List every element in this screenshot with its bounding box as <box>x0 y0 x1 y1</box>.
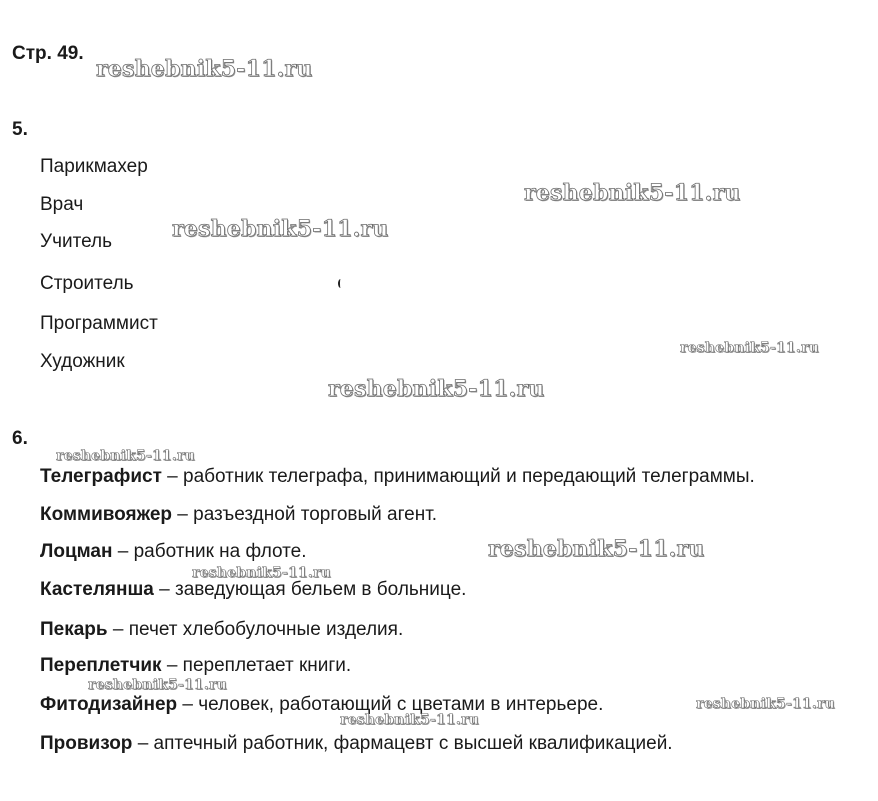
definition-row <box>40 466 755 488</box>
profession-item: Программист <box>40 313 158 334</box>
profession-item: Врач <box>40 194 84 215</box>
profession-item: Строитель <box>40 273 134 294</box>
task-5-number: 5. <box>12 119 28 140</box>
definition-row <box>40 619 403 641</box>
definition-term: Лоцман <box>40 541 113 562</box>
definition-row <box>40 733 673 755</box>
definition-row <box>40 655 351 677</box>
definition-row <box>40 541 307 563</box>
task-6-number: 6. <box>12 428 28 449</box>
definition-term: Пекарь <box>40 619 108 640</box>
definition-term: Провизор <box>40 733 133 754</box>
page-label: Стр. 49. <box>12 43 84 64</box>
definition-text: – печет хлебобулочные изделия. <box>107 619 404 640</box>
watermark: reshebnik5-11.ru <box>88 677 227 693</box>
definition-term: Кастелянша <box>40 579 154 600</box>
watermark: reshebnik5-11.ru <box>172 216 389 242</box>
definition-term: Переплетчик <box>40 655 162 676</box>
watermark: reshebnik5-11.ru <box>340 712 479 728</box>
profession-item: Парикмахер <box>40 156 148 177</box>
definition-text: – переплетает книги. <box>161 655 352 676</box>
profession-item: Художник <box>40 351 125 372</box>
definition-text: – человек, работающий с цветами в интерьере. <box>177 694 604 715</box>
watermark: reshebnik5-11.ru <box>96 56 313 82</box>
definition-term: Фитодизайнер <box>40 694 178 715</box>
definition-term: Коммивояжер <box>40 504 173 525</box>
watermark: reshebnik5-11.ru <box>56 448 195 464</box>
definition-text: – работник на флоте. <box>112 541 307 562</box>
watermark: reshebnik5-11.ru <box>524 180 741 206</box>
definition-term: Телеграфист <box>40 466 162 487</box>
watermark: reshebnik5-11.ru <box>192 565 331 581</box>
definition-text: – аптечный работник, фармацевт с высшей квалификацией. <box>132 733 673 754</box>
watermark: reshebnik5-11.ru <box>696 696 835 712</box>
definition-text: – заведующая бельем в больнице. <box>153 579 467 600</box>
definition-text: – разъездной торговый агент. <box>172 504 438 525</box>
stray-mark <box>338 279 343 288</box>
definition-row <box>40 504 437 526</box>
watermark: reshebnik5-11.ru <box>488 536 705 562</box>
watermark: reshebnik5-11.ru <box>680 340 819 356</box>
definition-text: – работник телеграфа, принимающий и передающий телеграммы. <box>161 466 755 487</box>
definition-row <box>40 694 603 716</box>
definition-row <box>40 579 466 601</box>
profession-item: Учитель <box>40 231 112 252</box>
watermark: reshebnik5-11.ru <box>328 376 545 402</box>
